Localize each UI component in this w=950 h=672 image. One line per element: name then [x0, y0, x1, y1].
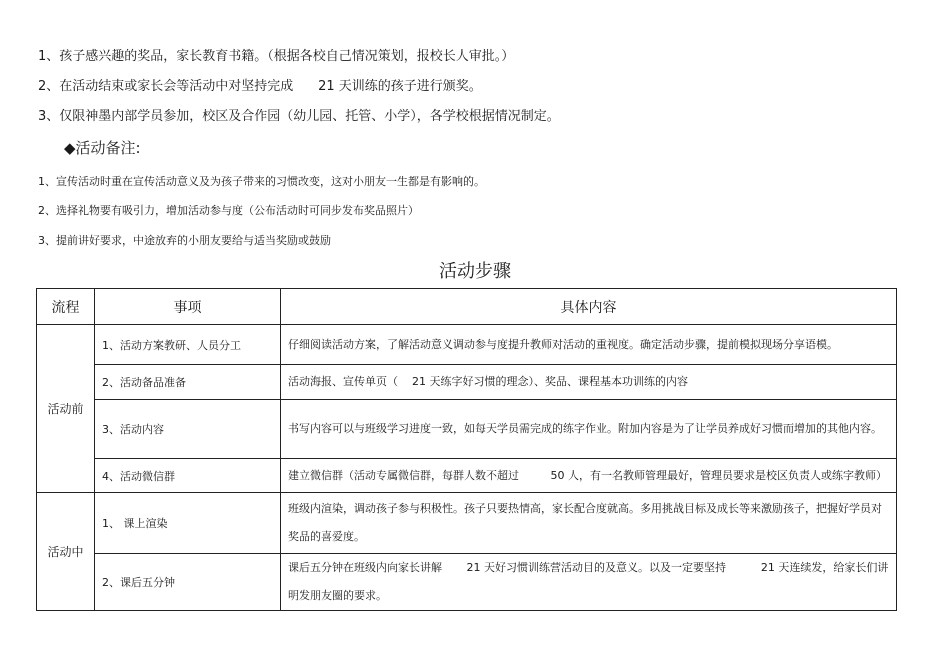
header-content: 具体内容: [281, 289, 897, 325]
item-cell: 2、课后五分钟: [95, 554, 281, 611]
content-cell: 课后五分钟在班级内向家长讲解 21 天好习惯训练营活动目的及意义。以及一定要坚持 21 天连续发，给家长们讲明发朋友圈的要求。: [281, 554, 897, 611]
note-line-3: 3、提前讲好要求，中途放弃的小朋友要给与适当奖励或鼓励: [38, 234, 331, 247]
table-row: [37, 554, 897, 611]
reward-line-2: 2、在活动结束或家长会等活动中对坚持完成 21 天训练的孩子进行颁奖。: [38, 79, 482, 94]
table-row: [37, 459, 897, 493]
content-cell: 活动海报、宣传单页（ 21 天练字好习惯的理念）、奖品、课程基本功训练的内容: [281, 365, 897, 400]
header-process: 流程: [37, 289, 95, 325]
reward-line-3: 3、仅限神墨内部学员参加，校区及合作园（幼儿园、托管、小学），各学校根据情况制定。: [38, 109, 560, 124]
notes-heading: ◆活动备注:: [64, 139, 141, 157]
item-cell: 3、活动内容: [95, 400, 281, 459]
phase-cell: 活动中: [37, 493, 95, 611]
item-cell: 1、活动方案教研、人员分工: [95, 325, 281, 365]
item-cell: 2、活动备品准备: [95, 365, 281, 400]
table-row: [37, 365, 897, 400]
item-cell: 4、活动微信群: [95, 459, 281, 493]
content-cell: 建立微信群（活动专属微信群，每群人数不超过 50 人，有一名教师管理最好，管理员要求是校区负责人或练字教师）: [281, 459, 897, 493]
activity-steps-table: [36, 288, 897, 611]
item-cell: 1、 课上渲染: [95, 493, 281, 554]
phase-cell: 活动前: [37, 325, 95, 493]
table-row: [37, 493, 897, 554]
note-line-1: 1、宣传活动时重在宣传活动意义及为孩子带来的习惯改变，这对小朋友一生都是有影响的。: [38, 175, 485, 188]
table-header-row: [37, 289, 897, 325]
content-cell: 书写内容可以与班级学习进度一致，如每天学员需完成的练字作业。附加内容是为了让学员养成好习惯而增加的其他内容。: [281, 400, 897, 459]
header-item: 事项: [95, 289, 281, 325]
note-line-2: 2、选择礼物要有吸引力，增加活动参与度（公布活动时可同步发布奖品照片）: [38, 204, 419, 217]
content-cell: 仔细阅读活动方案，了解活动意义调动参与度提升教师对活动的重视度。确定活动步骤，提前模拟现场分享语模。: [281, 325, 897, 365]
table-row: [37, 400, 897, 459]
steps-title: 活动步骤: [439, 261, 511, 282]
content-cell: 班级内渲染，调动孩子参与积极性。孩子只要热情高，家长配合度就高。多用挑战目标及成长等来激励孩子，把握好学员对奖品的喜爱度。: [281, 493, 897, 554]
reward-line-1: 1、孩子感兴趣的奖品，家长教育书籍。（根据各校自己情况策划，报校长人审批。）: [38, 49, 515, 64]
table-row: [37, 325, 897, 365]
